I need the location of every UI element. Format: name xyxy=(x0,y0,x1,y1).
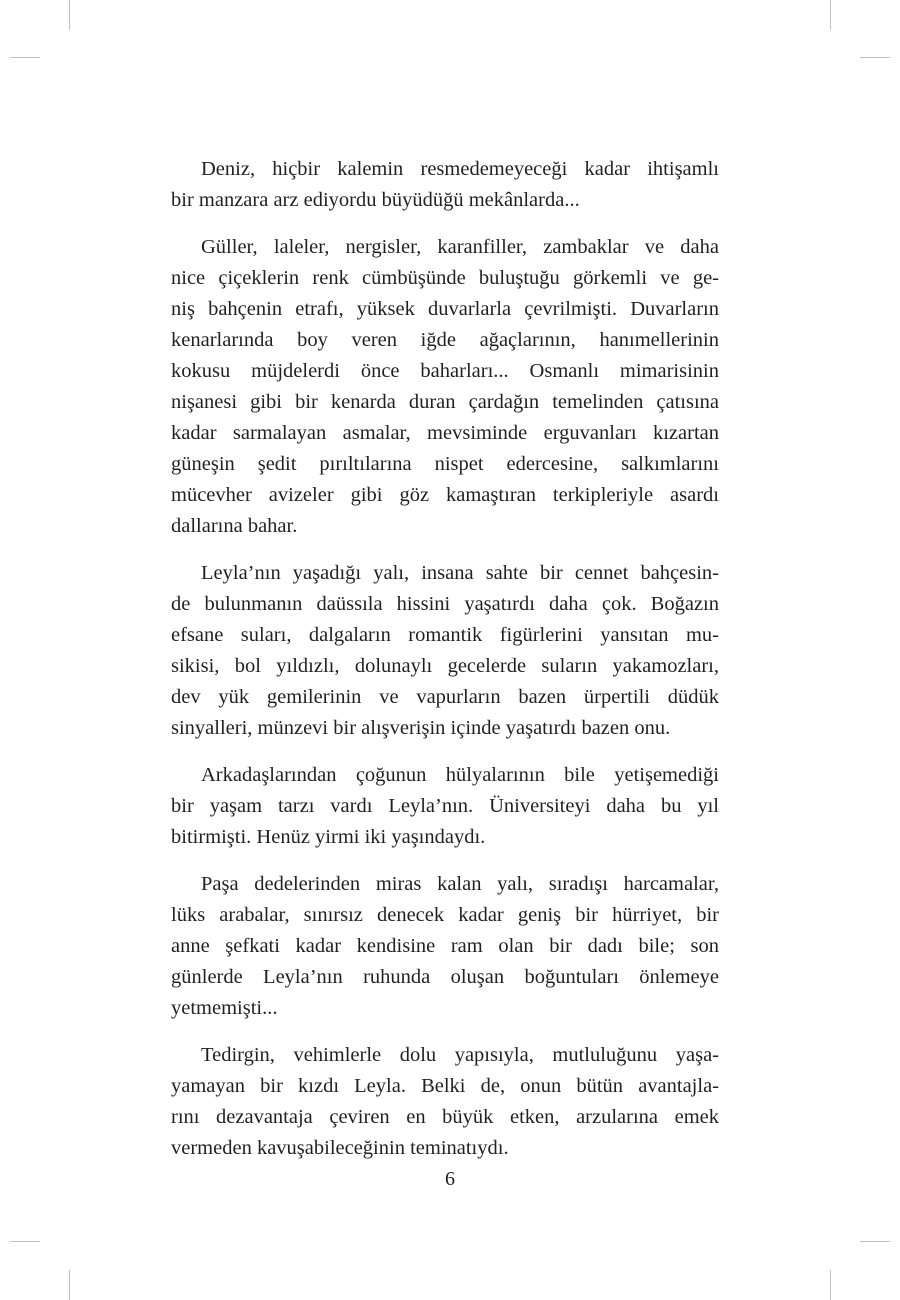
text-line: güneşin şedit pırıltılarına nispet edercesine, salkımlarını xyxy=(171,453,719,475)
paragraph-6 xyxy=(171,1040,719,1164)
crop-mark-top-left-vertical xyxy=(69,0,70,30)
text-line: sinyalleri, münzevi bir alışverişin içinde yaşatırdı bazen onu. xyxy=(171,717,671,739)
text-line: de bulunmanın daüssıla hissini yaşatırdı daha çok. Boğazın xyxy=(171,593,719,615)
crop-mark-bottom-left-vertical xyxy=(69,1270,70,1300)
text-line: Deniz, hiçbir kalemin resmedemeyeceği kadar ihtişamlı xyxy=(201,158,719,180)
text-line: niş bahçenin etrafı, yüksek duvarlarla çevrilmişti. Duvarların xyxy=(171,298,719,320)
text-line: Arkadaşlarından çoğunun hülyalarının bile yetişemediği xyxy=(201,764,719,786)
text-line: kadar sarmalayan asmalar, mevsiminde erguvanları kızartan xyxy=(171,422,719,444)
text-line: dallarına bahar. xyxy=(171,515,298,537)
crop-mark-top-right-horizontal xyxy=(860,57,890,58)
page-number: 6 xyxy=(445,1168,455,1190)
text-line: günlerde Leyla’nın ruhunda oluşan boğuntuları önlemeye xyxy=(171,966,719,988)
paragraph-4 xyxy=(171,760,719,853)
paragraph-5 xyxy=(171,869,719,1024)
text-line: yamayan bir kızdı Leyla. Belki de, onun bütün avantajla- xyxy=(171,1075,719,1097)
paragraph-2 xyxy=(171,232,719,542)
paragraph-1 xyxy=(171,154,719,216)
crop-mark-bottom-right-vertical xyxy=(830,1270,831,1300)
body-text xyxy=(171,154,719,1180)
crop-mark-top-right-vertical xyxy=(830,0,831,30)
text-line: Güller, laleler, nergisler, karanfiller, zambaklar ve daha xyxy=(201,236,719,258)
text-line: bir yaşam tarzı vardı Leyla’nın. Üniversiteyi daha bu yıl xyxy=(171,795,719,817)
text-line: nice çiçeklerin renk cümbüşünde buluştuğu görkemli ve ge- xyxy=(171,267,719,289)
text-line: nişanesi gibi bir kenarda duran çardağın temelinden çatısına xyxy=(171,391,719,413)
paragraph-3 xyxy=(171,558,719,744)
text-line: Paşa dedelerinden miras kalan yalı, sıradışı harcamalar, xyxy=(201,873,719,895)
text-line: efsane suları, dalgaların romantik figürlerini yansıtan mu- xyxy=(171,624,719,646)
text-line: Leyla’nın yaşadığı yalı, insana sahte bir cennet bahçesin- xyxy=(201,562,719,584)
text-line: Tedirgin, vehimlerle dolu yapısıyla, mutluluğunu yaşa- xyxy=(201,1044,719,1066)
text-line: yetmemişti... xyxy=(171,997,278,1019)
text-line: bitirmişti. Henüz yirmi iki yaşındaydı. xyxy=(171,826,486,848)
crop-mark-bottom-left-horizontal xyxy=(10,1241,40,1242)
text-line: kenarlarında boy veren iğde ağaçlarının, hanımellerinin xyxy=(171,329,719,351)
text-line: kokusu müjdelerdi önce baharları... Osmanlı mimarisinin xyxy=(171,360,719,382)
crop-mark-top-left-horizontal xyxy=(10,57,40,58)
crop-mark-bottom-right-horizontal xyxy=(860,1241,890,1242)
text-line: sikisi, bol yıldızlı, dolunaylı gecelerde suların yakamozları, xyxy=(171,655,719,677)
text-line: vermeden kavuşabileceğinin teminatıydı. xyxy=(171,1137,509,1159)
text-line: anne şefkati kadar kendisine ram olan bir dadı bile; son xyxy=(171,935,719,957)
text-line: lüks arabalar, sınırsız denecek kadar geniş bir hürriyet, bir xyxy=(171,904,719,926)
text-line: dev yük gemilerinin ve vapurların bazen ürpertili düdük xyxy=(171,686,719,708)
text-line: rını dezavantaja çeviren en büyük etken, arzularına emek xyxy=(171,1106,719,1128)
text-line: mücevher avizeler gibi göz kamaştıran terkipleriyle asardı xyxy=(171,484,719,506)
text-line: bir manzara arz ediyordu büyüdüğü mekânlarda... xyxy=(171,189,580,211)
